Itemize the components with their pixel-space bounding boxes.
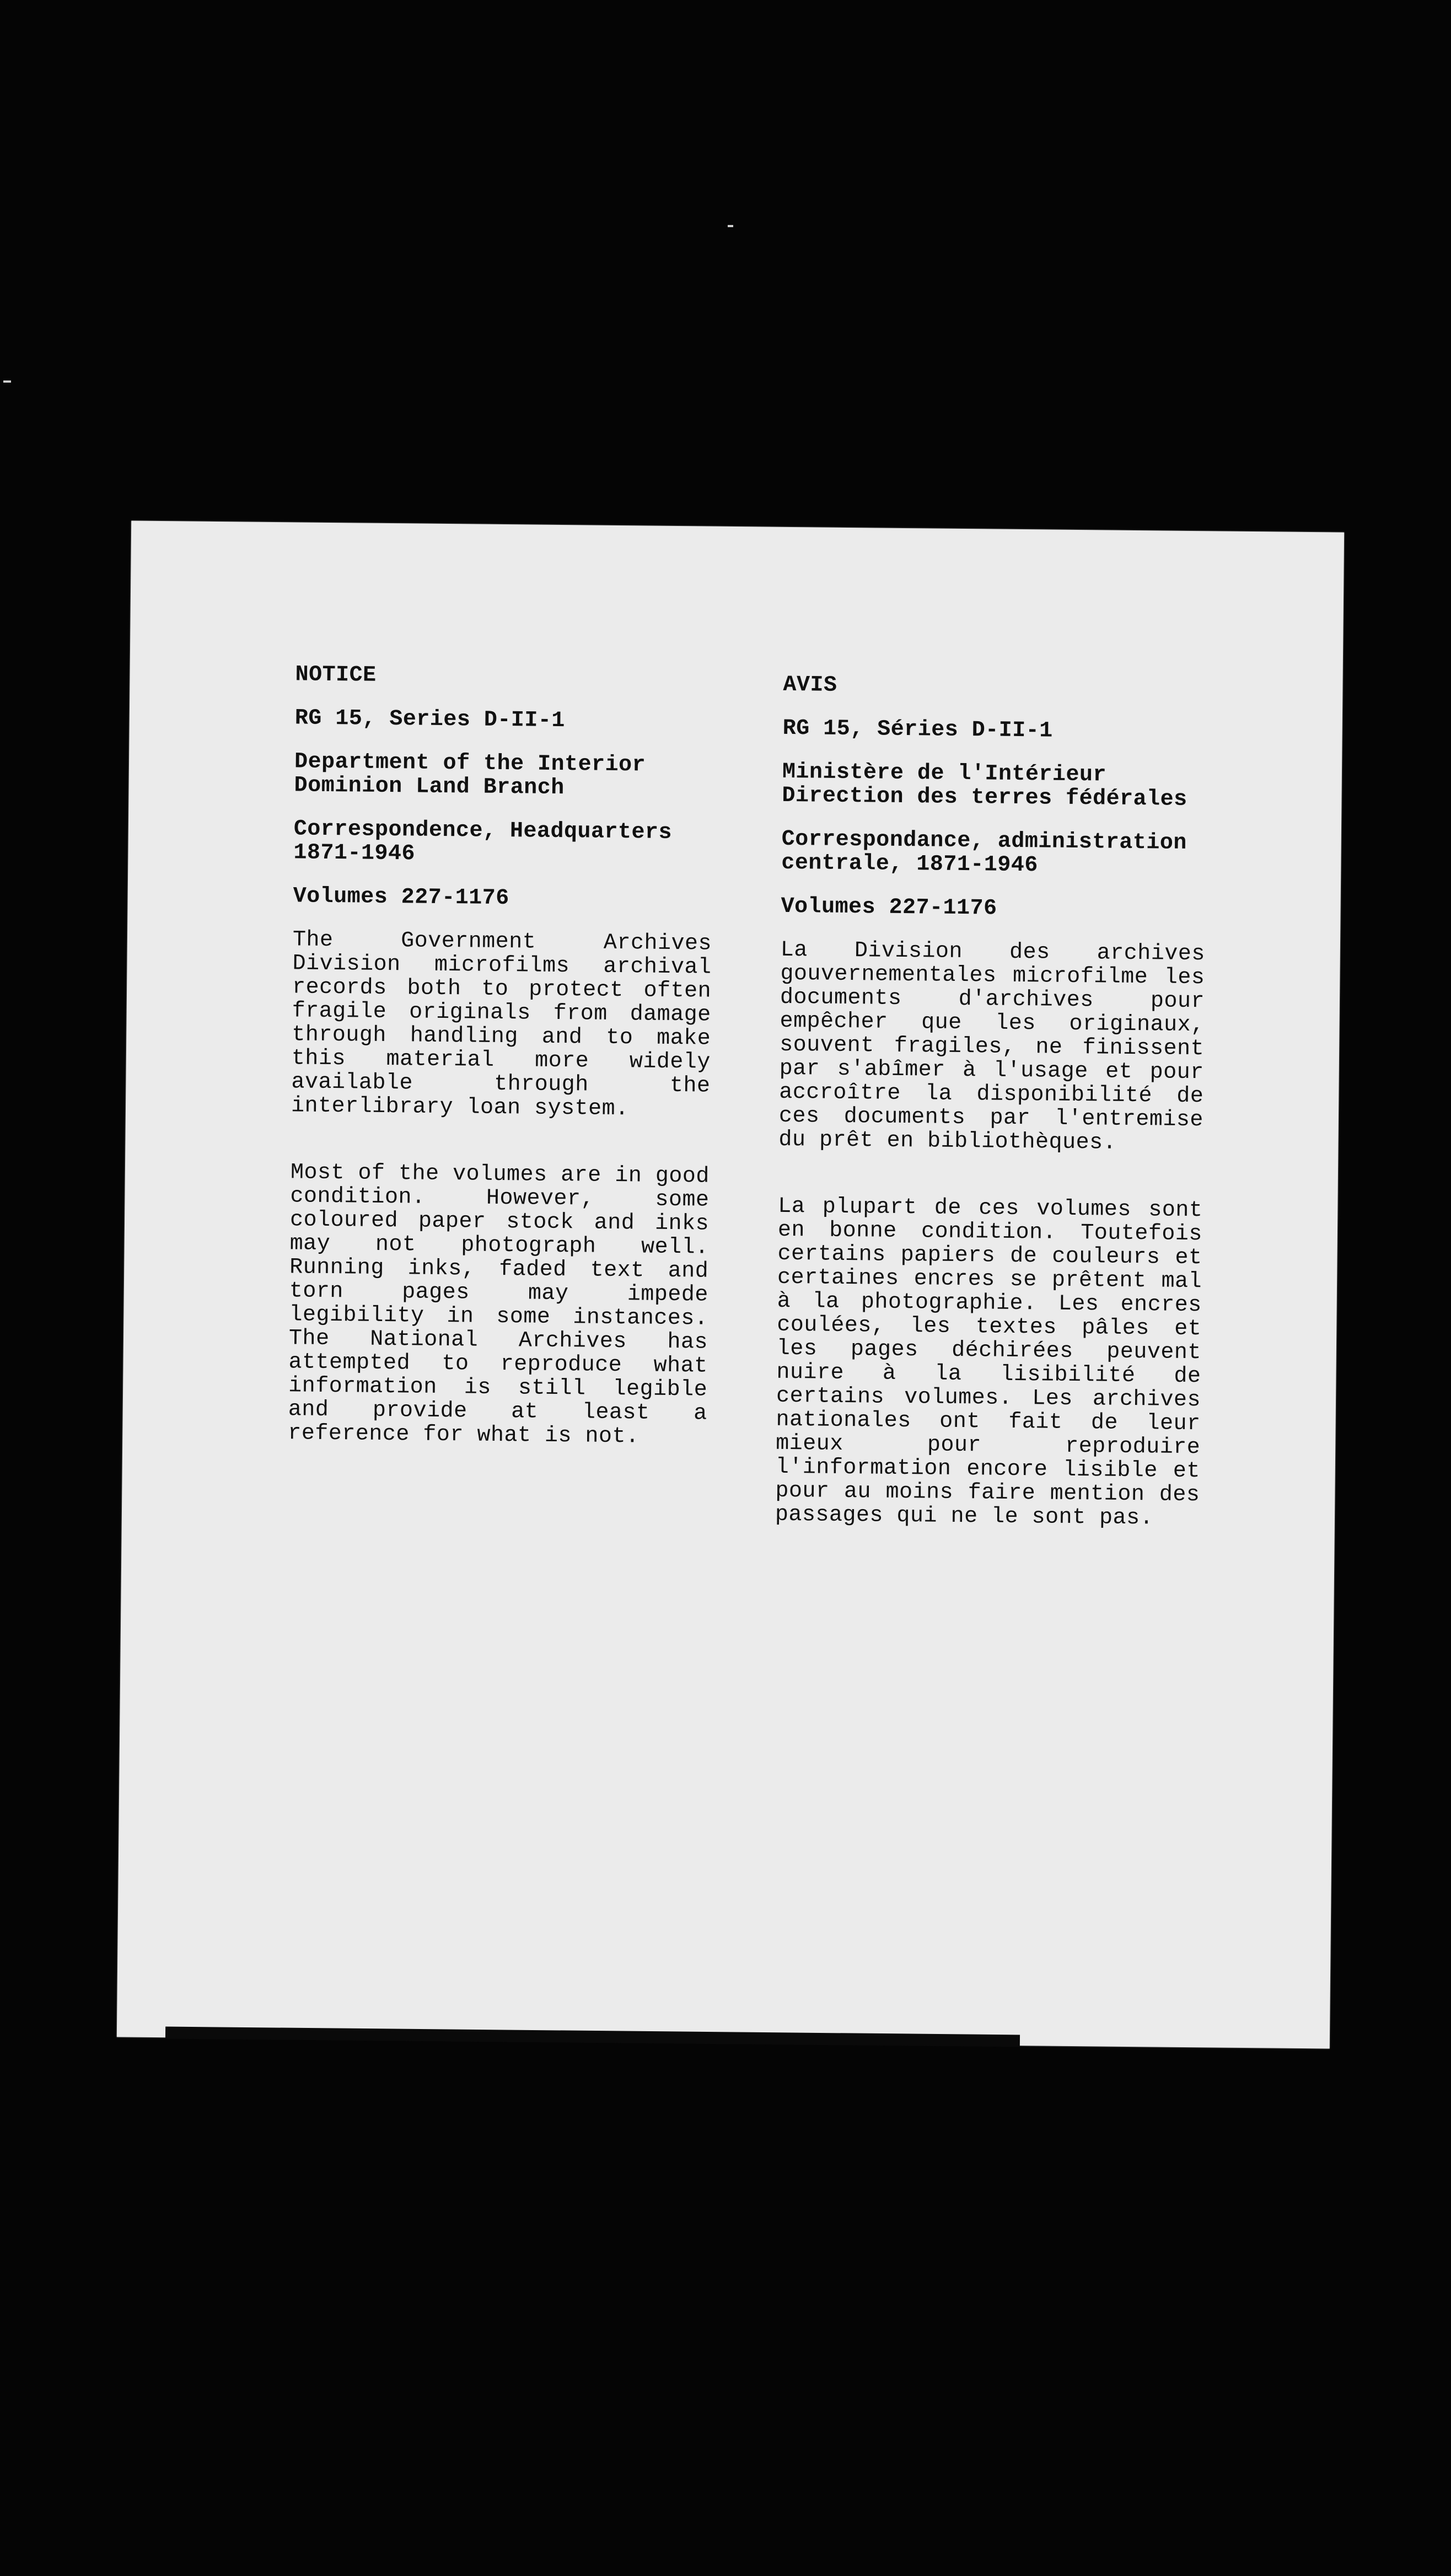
records-date-line: 1871-1946 — [293, 840, 416, 867]
department-line-fr: Ministère de l'Intérieur — [782, 759, 1107, 788]
series-reference: RG 15, Series D-II-1 — [294, 706, 566, 734]
film-speck — [3, 380, 11, 383]
records-date-line-fr: centrale, 1871-1946 — [781, 850, 1039, 878]
french-column — [775, 673, 1208, 1574]
paragraph-microfilm-purpose: The Government Archives Division microfilms archival records both to protect often fragile originals from damage through handling and to make this material more widely available through the interlibrary loan system. — [291, 927, 712, 1122]
paragraph-condition: Most of the volumes are in good condition. However, some coloured paper stock and inks may not photograph well. Running inks, faded text and torn pages may impede legibility in some instances. The National Archives has attempted to reproduce what information is still legible and provide at least a reference for what is not. — [288, 1160, 710, 1450]
volumes-heading-fr: Volumes 227-1176 — [781, 894, 997, 921]
branch-line-fr: Direction des terres fédérales — [782, 783, 1187, 812]
records-heading-fr — [781, 828, 1206, 879]
avis-title: AVIS — [783, 672, 837, 698]
branch-line: Dominion Land Branch — [294, 773, 565, 801]
department-heading-fr — [782, 760, 1207, 812]
records-line: Correspondence, Headquarters — [293, 817, 673, 845]
series-reference-fr: RG 15, Séries D-II-1 — [782, 716, 1053, 744]
volumes-heading: Volumes 227-1176 — [293, 884, 509, 911]
paragraph-condition-fr: La plupart de ces volumes sont en bonne condition. Toutefois certains papiers de couleurs et certaines encres se prêtent mal à la photographie. Les encres coulées, les textes pâles et les pages déchirées peuvent nuire à la lisibilité de certains volumes. Les archives nationales ont fait de leur mieux pour reproduire l'information encore lisible et pour au moins faire mention des passages qui ne le sont pas. — [775, 1194, 1203, 1531]
department-line: Department of the Interior — [294, 749, 646, 778]
department-heading — [294, 750, 713, 801]
notice-title: NOTICE — [295, 662, 377, 688]
english-column — [287, 663, 714, 1492]
film-speck — [728, 225, 733, 227]
paragraph-microfilm-purpose-fr: La Division des archives gouvernementales microfilme les documents d'archives pour empêcher que les originaux, souvent fragiles, ne finissent par s'abîmer à l'usage et pour accroître la disponibilité de ces documents par l'entremise du prêt en bibliothèques. — [778, 937, 1206, 1156]
document-page — [117, 521, 1344, 2049]
records-heading — [293, 817, 713, 868]
records-line-fr: Correspondance, administration — [781, 827, 1187, 856]
